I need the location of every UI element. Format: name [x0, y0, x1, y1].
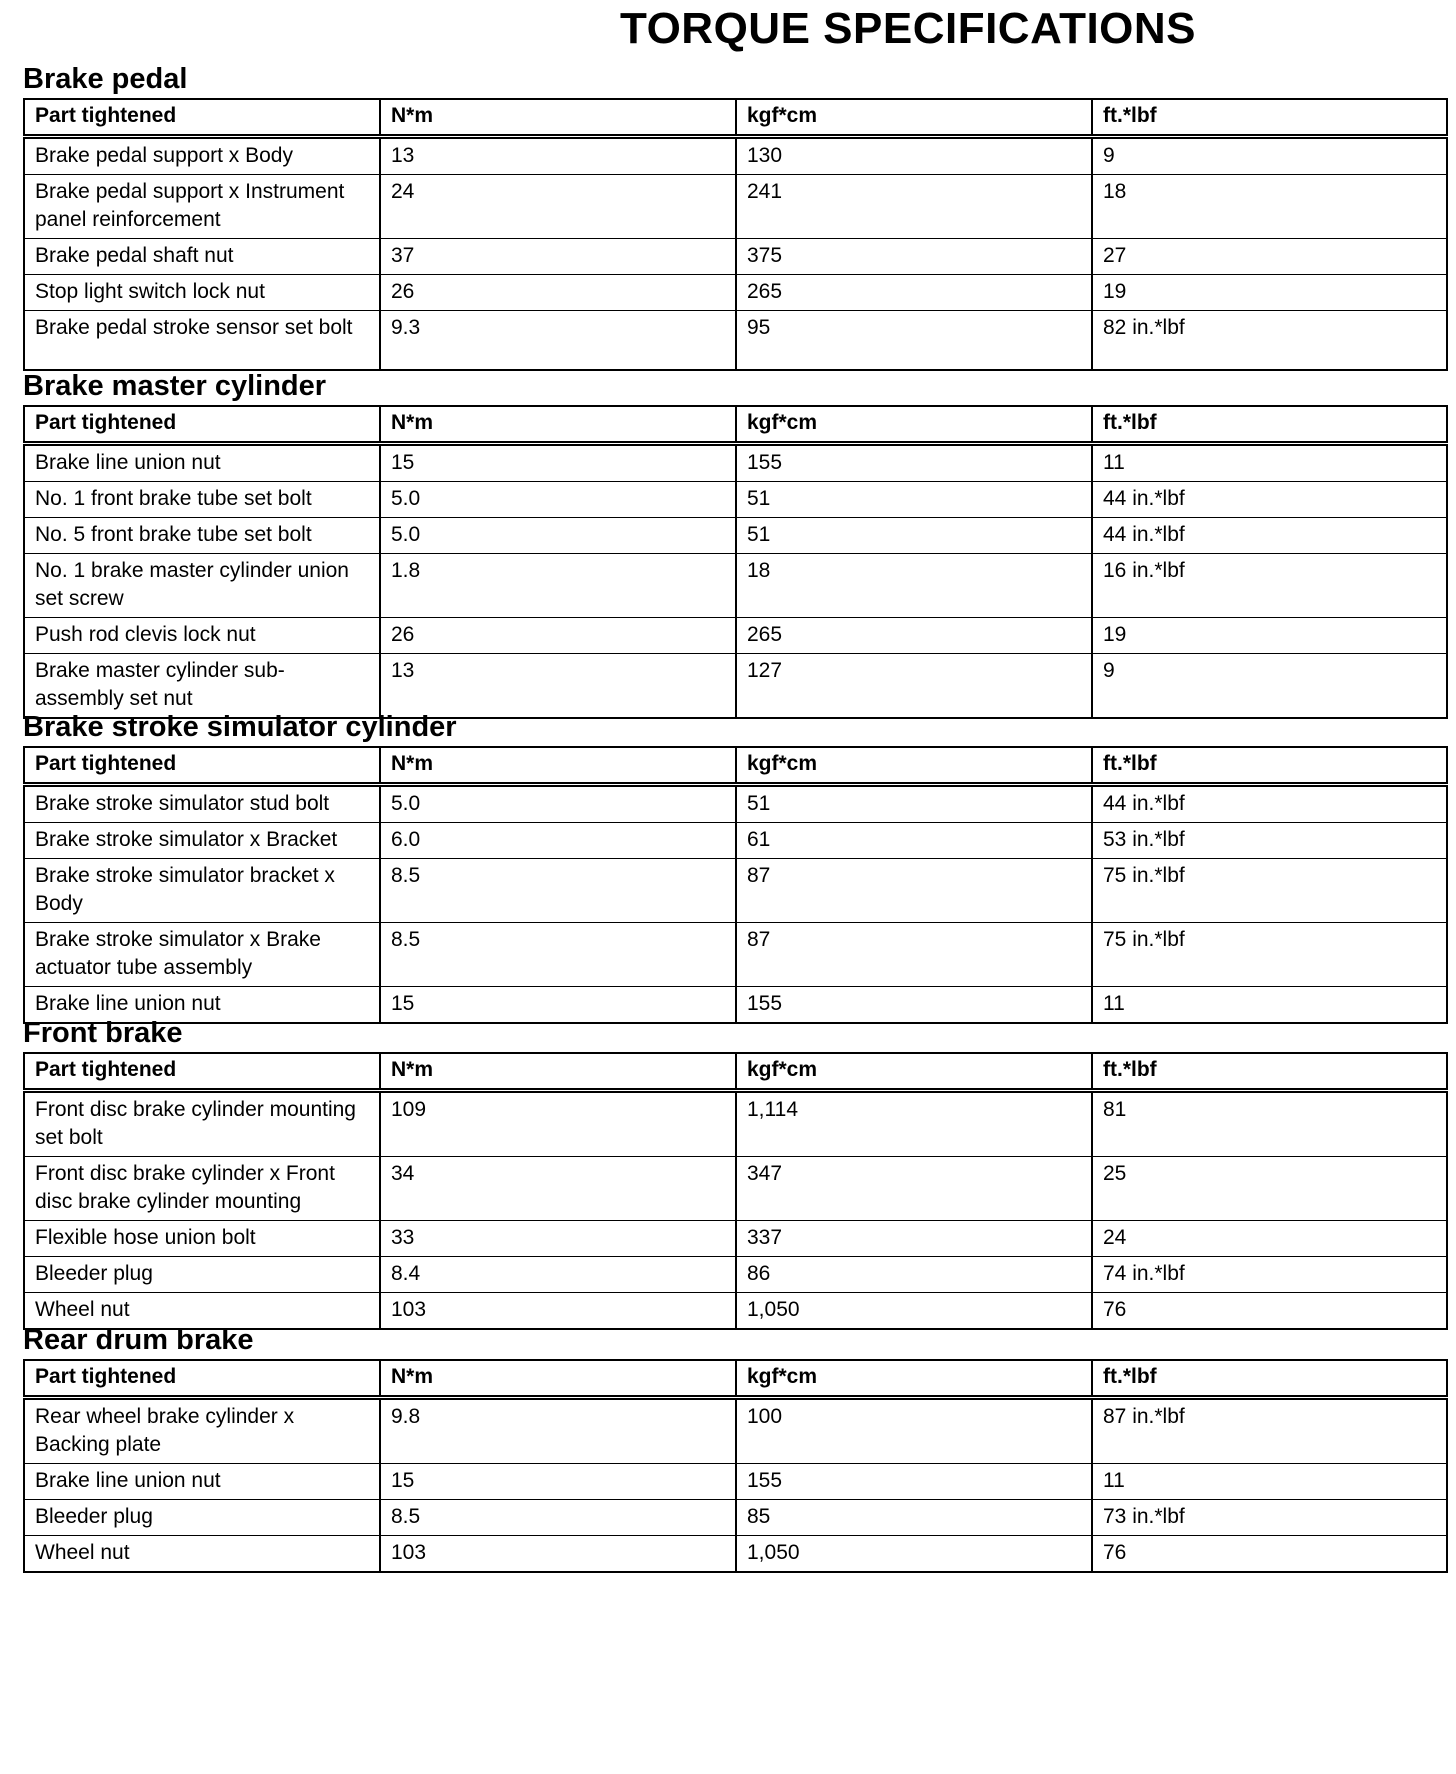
torque-value-cell: 82 in.*lbf	[1092, 311, 1447, 371]
column-header: kgf*cm	[736, 1360, 1092, 1398]
table-row	[24, 275, 1447, 311]
part-name-cell: Brake stroke simulator bracket x Body	[24, 859, 380, 923]
table-row	[24, 239, 1447, 275]
torque-value-cell: 87	[736, 859, 1092, 923]
part-name-cell: Flexible hose union bolt	[24, 1221, 380, 1257]
column-header: ft.*lbf	[1092, 406, 1447, 444]
column-header: N*m	[380, 1053, 736, 1091]
page-title: TORQUE SPECIFICATIONS	[620, 4, 1197, 53]
part-name-cell: Brake line union nut	[24, 987, 380, 1024]
part-name-cell: Bleeder plug	[24, 1500, 380, 1536]
torque-value-cell: 25	[1092, 1157, 1447, 1221]
torque-value-cell: 73 in.*lbf	[1092, 1500, 1447, 1536]
torque-value-cell: 5.0	[380, 785, 736, 823]
part-name-cell: Rear wheel brake cylinder x Backing plate	[24, 1398, 380, 1464]
torque-value-cell: 81	[1092, 1091, 1447, 1157]
torque-value-cell: 76	[1092, 1293, 1447, 1330]
part-name-cell: No. 1 brake master cylinder union set screw	[24, 554, 380, 618]
table-row	[24, 1464, 1447, 1500]
torque-value-cell: 26	[380, 275, 736, 311]
column-header: N*m	[380, 747, 736, 785]
section-heading: Rear drum brake	[23, 1324, 254, 1356]
section-front-brake	[23, 1014, 1446, 1330]
table-header-row	[24, 406, 1447, 444]
torque-value-cell: 103	[380, 1293, 736, 1330]
torque-value-cell: 1,050	[736, 1293, 1092, 1330]
column-header: kgf*cm	[736, 99, 1092, 137]
part-name-cell: Wheel nut	[24, 1293, 380, 1330]
torque-value-cell: 19	[1092, 618, 1447, 654]
torque-table	[23, 405, 1448, 719]
part-name-cell: Stop light switch lock nut	[24, 275, 380, 311]
torque-value-cell: 26	[380, 618, 736, 654]
column-header: ft.*lbf	[1092, 1360, 1447, 1398]
torque-value-cell: 44 in.*lbf	[1092, 482, 1447, 518]
table-row	[24, 1091, 1447, 1157]
torque-value-cell: 127	[736, 654, 1092, 719]
part-name-cell: Bleeder plug	[24, 1257, 380, 1293]
part-name-cell: Brake stroke simulator x Brake actuator tube assembly	[24, 923, 380, 987]
table-header-row	[24, 1053, 1447, 1091]
table-row	[24, 1157, 1447, 1221]
table-row	[24, 1398, 1447, 1464]
torque-value-cell: 9	[1092, 137, 1447, 175]
torque-value-cell: 109	[380, 1091, 736, 1157]
torque-value-cell: 155	[736, 987, 1092, 1024]
torque-table	[23, 1052, 1448, 1330]
part-name-cell: Brake line union nut	[24, 444, 380, 482]
torque-value-cell: 11	[1092, 987, 1447, 1024]
column-header: ft.*lbf	[1092, 1053, 1447, 1091]
section-heading: Brake pedal	[23, 63, 188, 95]
torque-table	[23, 1359, 1448, 1573]
torque-value-cell: 19	[1092, 275, 1447, 311]
column-header: N*m	[380, 99, 736, 137]
torque-value-cell: 155	[736, 444, 1092, 482]
torque-value-cell: 1,114	[736, 1091, 1092, 1157]
column-header: Part tightened	[24, 1053, 380, 1091]
torque-value-cell: 155	[736, 1464, 1092, 1500]
torque-value-cell: 375	[736, 239, 1092, 275]
column-header: kgf*cm	[736, 406, 1092, 444]
torque-value-cell: 95	[736, 311, 1092, 371]
torque-value-cell: 347	[736, 1157, 1092, 1221]
column-header: kgf*cm	[736, 747, 1092, 785]
section-heading: Front brake	[23, 1017, 183, 1049]
torque-value-cell: 86	[736, 1257, 1092, 1293]
torque-value-cell: 24	[380, 175, 736, 239]
torque-value-cell: 15	[380, 987, 736, 1024]
part-name-cell: Brake pedal stroke sensor set bolt	[24, 311, 380, 371]
part-name-cell: Brake pedal support x Body	[24, 137, 380, 175]
torque-value-cell: 241	[736, 175, 1092, 239]
torque-value-cell: 87 in.*lbf	[1092, 1398, 1447, 1464]
torque-value-cell: 53 in.*lbf	[1092, 823, 1447, 859]
torque-value-cell: 27	[1092, 239, 1447, 275]
column-header: Part tightened	[24, 747, 380, 785]
part-name-cell: Brake pedal support x Instrument panel reinforcement	[24, 175, 380, 239]
column-header: ft.*lbf	[1092, 747, 1447, 785]
table-header-row	[24, 99, 1447, 137]
part-name-cell: Brake master cylinder sub-assembly set nut	[24, 654, 380, 719]
torque-value-cell: 13	[380, 654, 736, 719]
column-header: N*m	[380, 1360, 736, 1398]
torque-value-cell: 37	[380, 239, 736, 275]
torque-value-cell: 74 in.*lbf	[1092, 1257, 1447, 1293]
section-rear-drum-brake	[23, 1321, 1446, 1573]
part-name-cell: Push rod clevis lock nut	[24, 618, 380, 654]
part-name-cell: No. 5 front brake tube set bolt	[24, 518, 380, 554]
table-row	[24, 785, 1447, 823]
column-header: Part tightened	[24, 406, 380, 444]
section-heading: Brake master cylinder	[23, 370, 327, 402]
table-header-row	[24, 747, 1447, 785]
torque-value-cell: 8.4	[380, 1257, 736, 1293]
torque-value-cell: 8.5	[380, 923, 736, 987]
torque-value-cell: 5.0	[380, 518, 736, 554]
torque-value-cell: 1,050	[736, 1536, 1092, 1573]
torque-value-cell: 11	[1092, 444, 1447, 482]
part-name-cell: No. 1 front brake tube set bolt	[24, 482, 380, 518]
torque-value-cell: 8.5	[380, 1500, 736, 1536]
torque-value-cell: 9	[1092, 654, 1447, 719]
torque-value-cell: 85	[736, 1500, 1092, 1536]
section-heading: Brake stroke simulator cylinder	[23, 711, 457, 743]
torque-value-cell: 34	[380, 1157, 736, 1221]
torque-value-cell: 337	[736, 1221, 1092, 1257]
table-row	[24, 923, 1447, 987]
torque-value-cell: 44 in.*lbf	[1092, 518, 1447, 554]
table-row	[24, 1536, 1447, 1573]
column-header: Part tightened	[24, 99, 380, 137]
torque-value-cell: 5.0	[380, 482, 736, 518]
table-row	[24, 518, 1447, 554]
torque-value-cell: 8.5	[380, 859, 736, 923]
part-name-cell: Brake stroke simulator stud bolt	[24, 785, 380, 823]
part-name-cell: Brake pedal shaft nut	[24, 239, 380, 275]
table-row	[24, 859, 1447, 923]
table-row	[24, 554, 1447, 618]
table-header-row	[24, 1360, 1447, 1398]
column-header: Part tightened	[24, 1360, 380, 1398]
torque-value-cell: 6.0	[380, 823, 736, 859]
torque-value-cell: 265	[736, 618, 1092, 654]
column-header: kgf*cm	[736, 1053, 1092, 1091]
torque-value-cell: 9.3	[380, 311, 736, 371]
torque-value-cell: 61	[736, 823, 1092, 859]
table-row	[24, 444, 1447, 482]
torque-value-cell: 103	[380, 1536, 736, 1573]
torque-value-cell: 16 in.*lbf	[1092, 554, 1447, 618]
torque-value-cell: 44 in.*lbf	[1092, 785, 1447, 823]
torque-value-cell: 130	[736, 137, 1092, 175]
torque-value-cell: 75 in.*lbf	[1092, 859, 1447, 923]
torque-value-cell: 15	[380, 444, 736, 482]
section-brake-pedal	[23, 60, 1446, 371]
torque-value-cell: 13	[380, 137, 736, 175]
torque-value-cell: 24	[1092, 1221, 1447, 1257]
torque-value-cell: 75 in.*lbf	[1092, 923, 1447, 987]
section-brake-stroke-simulator-cylinder	[23, 708, 1446, 1024]
part-name-cell: Brake line union nut	[24, 1464, 380, 1500]
section-brake-master-cylinder	[23, 367, 1446, 719]
torque-value-cell: 1.8	[380, 554, 736, 618]
torque-value-cell: 51	[736, 518, 1092, 554]
table-row	[24, 1221, 1447, 1257]
table-row	[24, 823, 1447, 859]
torque-value-cell: 18	[736, 554, 1092, 618]
torque-value-cell: 100	[736, 1398, 1092, 1464]
torque-value-cell: 51	[736, 482, 1092, 518]
torque-value-cell: 33	[380, 1221, 736, 1257]
torque-table	[23, 98, 1448, 371]
table-row	[24, 1500, 1447, 1536]
table-row	[24, 482, 1447, 518]
column-header: ft.*lbf	[1092, 99, 1447, 137]
table-row	[24, 1257, 1447, 1293]
table-row	[24, 175, 1447, 239]
table-row	[24, 618, 1447, 654]
torque-value-cell: 51	[736, 785, 1092, 823]
part-name-cell: Wheel nut	[24, 1536, 380, 1573]
part-name-cell: Front disc brake cylinder x Front disc brake cylinder mounting	[24, 1157, 380, 1221]
torque-value-cell: 76	[1092, 1536, 1447, 1573]
part-name-cell: Brake stroke simulator x Bracket	[24, 823, 380, 859]
torque-value-cell: 87	[736, 923, 1092, 987]
torque-value-cell: 265	[736, 275, 1092, 311]
torque-value-cell: 9.8	[380, 1398, 736, 1464]
table-row	[24, 311, 1447, 371]
torque-table	[23, 746, 1448, 1024]
column-header: N*m	[380, 406, 736, 444]
torque-value-cell: 11	[1092, 1464, 1447, 1500]
table-row	[24, 137, 1447, 175]
torque-value-cell: 18	[1092, 175, 1447, 239]
part-name-cell: Front disc brake cylinder mounting set bolt	[24, 1091, 380, 1157]
torque-value-cell: 15	[380, 1464, 736, 1500]
